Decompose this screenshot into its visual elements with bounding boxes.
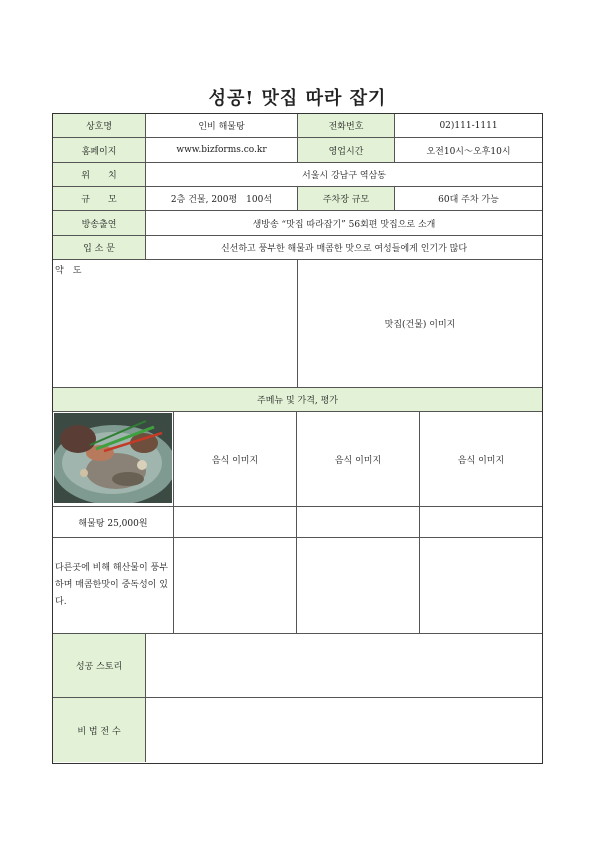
building-image-label: 맛집(건물) 이미지 [384,320,456,330]
page-title: 성공! 맛집 따라 잡기 [208,88,387,109]
homepage-value: www.bizforms.co.kr [146,138,298,163]
phone-value: 02)111-1111 [395,114,542,138]
menu-price-blank-3 [420,507,542,538]
phone-label: 전화번호 [298,114,395,138]
scale-label: 규 모 [53,187,146,211]
dish-image-placeholder-1 [174,412,297,507]
menu-review-text: 다른곳에 비해 해산물이 풍부하며 매콤한맛이 중독성이 있다. [55,563,168,607]
intro-value: 신선하고 풍부한 해물과 매콤한 맛으로 여성들에게 인기가 많다 [146,236,542,260]
homepage-label: 홈페이지 [53,138,146,163]
map-label: 약 도 [55,266,82,276]
intro-label: 입 소 문 [53,236,146,260]
building-image-placeholder [298,260,542,388]
parking-value: 60대 주차 가능 [395,187,542,211]
menu-price: 해물탕 25,000원 [53,507,174,538]
menu-review-blank-2 [297,538,420,634]
parking-label: 주차장 규모 [298,187,395,211]
success-story-field [146,634,542,698]
name-value: 인비 해물탕 [146,114,298,138]
hours-label: 영업시간 [298,138,395,163]
dish-photo-image [54,413,172,503]
secret-recipe-label: 비 법 전 수 [53,698,146,762]
location-label: 위 치 [53,163,146,187]
broadcast-value: 생방송 “맛집 따라잡기” 56회편 맛집으로 소개 [146,211,542,236]
dish-image-label: 음식 이미지 [457,455,505,466]
secret-recipe-field [146,698,542,762]
menu-review-blank-1 [174,538,297,634]
success-story-label: 성공 스토리 [53,634,146,698]
menu-review [53,538,174,634]
broadcast-label: 방송출연 [53,211,146,236]
dish-image-label: 음식 이미지 [211,455,259,466]
menu-price-blank-2 [297,507,420,538]
menu-review-blank-3 [420,538,542,634]
restaurant-info-form [52,113,543,764]
menu-price-blank-1 [174,507,297,538]
dish-image-placeholder-2 [297,412,420,507]
hours-value: 오전10시～오후10시 [395,138,542,163]
location-value: 서울시 강남구 역삼동 [146,163,542,187]
scale-value: 2층 건물, 200평 100석 [146,187,298,211]
menu-header: 주메뉴 및 가격, 평가 [53,388,542,412]
dish-image-label: 음식 이미지 [334,455,382,466]
name-label: 상호명 [53,114,146,138]
dish-photo [53,412,174,507]
map-area [53,260,298,388]
dish-image-placeholder-3 [420,412,542,507]
